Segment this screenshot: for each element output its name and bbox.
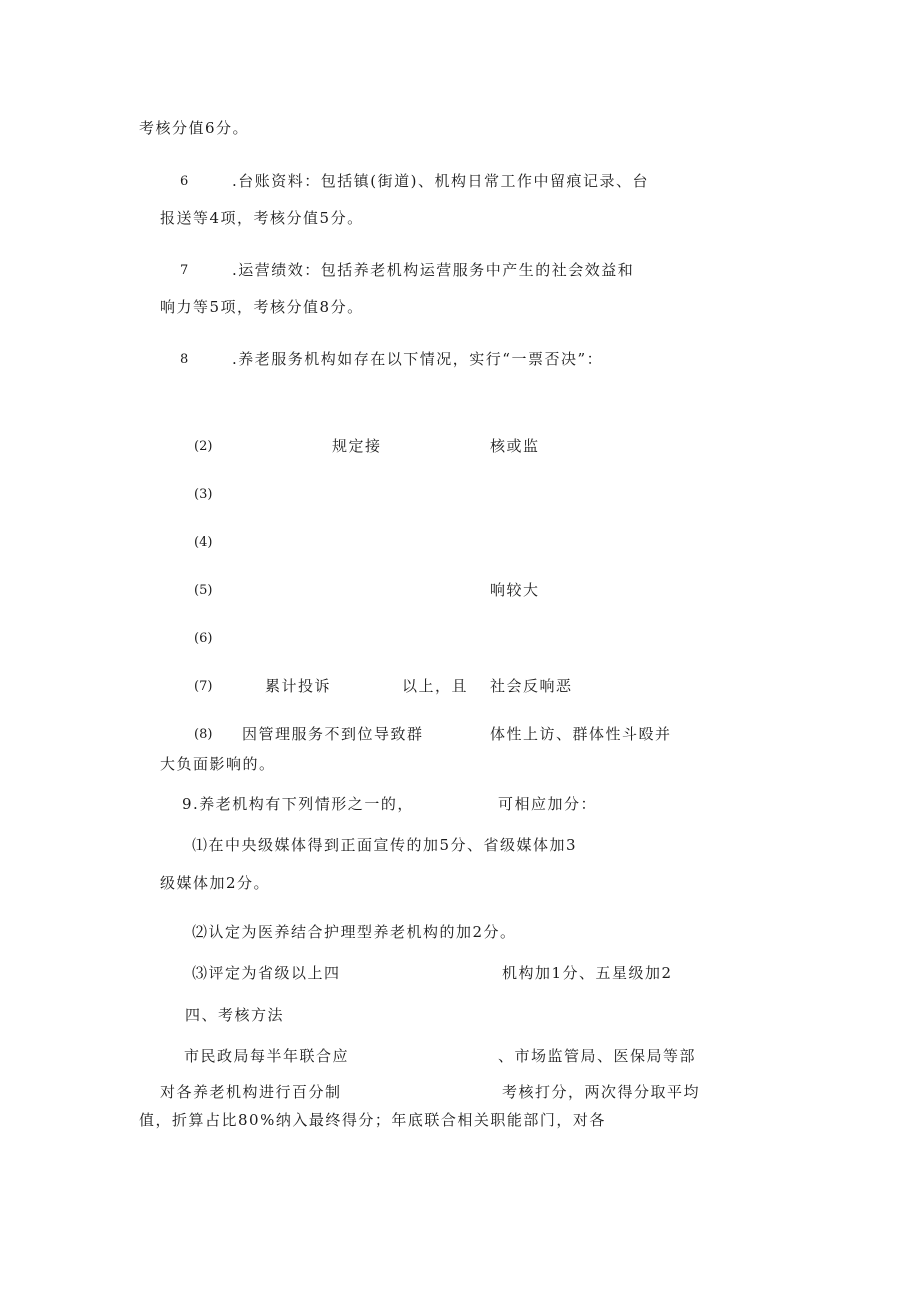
veto-item-fragment: 因管理服务不到位导致群 [242, 725, 424, 743]
veto-item-continued: 大负面影响的。 [160, 755, 276, 773]
section-heading: 四、考核方法 [185, 1006, 285, 1024]
item-text: .台账资料：包括镇(街道)、机构日常工作中留痕记录、台 [232, 172, 649, 190]
paragraph-line: 考核打分，两次得分取平均 [502, 1083, 701, 1101]
sub-item: 机构加1分、五星级加2 [502, 964, 673, 982]
paragraph-line: 对各养老机构进行百分制 [160, 1083, 342, 1101]
veto-item-number: (2) [194, 439, 213, 454]
veto-item-fragment: 累计投诉 [265, 677, 332, 695]
item-text-continued: 报送等4项，考核分值5分。 [160, 209, 364, 227]
veto-item-fragment: 响较大 [490, 581, 540, 599]
veto-item-fragment: 体性上访、群体性斗殴并 [490, 725, 672, 743]
item-number: 7 [180, 263, 189, 278]
sub-item: ⑴在中央级媒体得到正面宣传的加5分、省级媒体加3 [192, 836, 578, 854]
veto-item-fragment: 规定接 [332, 437, 382, 455]
item-text-continued: 响力等5项，考核分值8分。 [160, 298, 364, 316]
item-number: 8 [180, 352, 189, 367]
veto-item-number: (5) [194, 583, 213, 598]
item-number: 6 [180, 174, 189, 189]
veto-item-number: (7) [194, 679, 213, 694]
item-text: .运营绩效：包括养老机构运营服务中产生的社会效益和 [232, 261, 635, 279]
sub-item-continued: 级媒体加2分。 [160, 874, 271, 892]
paragraph-line: 市民政局每半年联合应 [184, 1047, 350, 1065]
veto-item-number: (4) [194, 535, 213, 550]
veto-item-fragment: 核或监 [490, 437, 540, 455]
veto-item-number: (3) [194, 487, 213, 502]
paragraph-line: 考核分值6分。 [139, 119, 250, 137]
veto-item-fragment: 社会反响恶 [490, 677, 573, 695]
veto-item-number: (8) [194, 727, 213, 742]
item-text: 9.养老机构有下列情形之一的， [182, 795, 414, 813]
sub-item: ⑶评定为省级以上四 [192, 964, 341, 982]
paragraph-line: 值，折算占比80%纳入最终得分；年底联合相关职能部门，对各 [139, 1111, 606, 1129]
item-text: .养老服务机构如存在以下情况，实行“一票否决”： [232, 350, 604, 368]
paragraph-line: 、市场监管局、医保局等部 [498, 1047, 697, 1065]
item-text: 可相应加分： [498, 795, 598, 813]
veto-item-number: (6) [194, 631, 213, 646]
veto-item-fragment: 以上，且 [402, 677, 469, 695]
sub-item: ⑵认定为医养结合护理型养老机构的加2分。 [192, 923, 517, 941]
